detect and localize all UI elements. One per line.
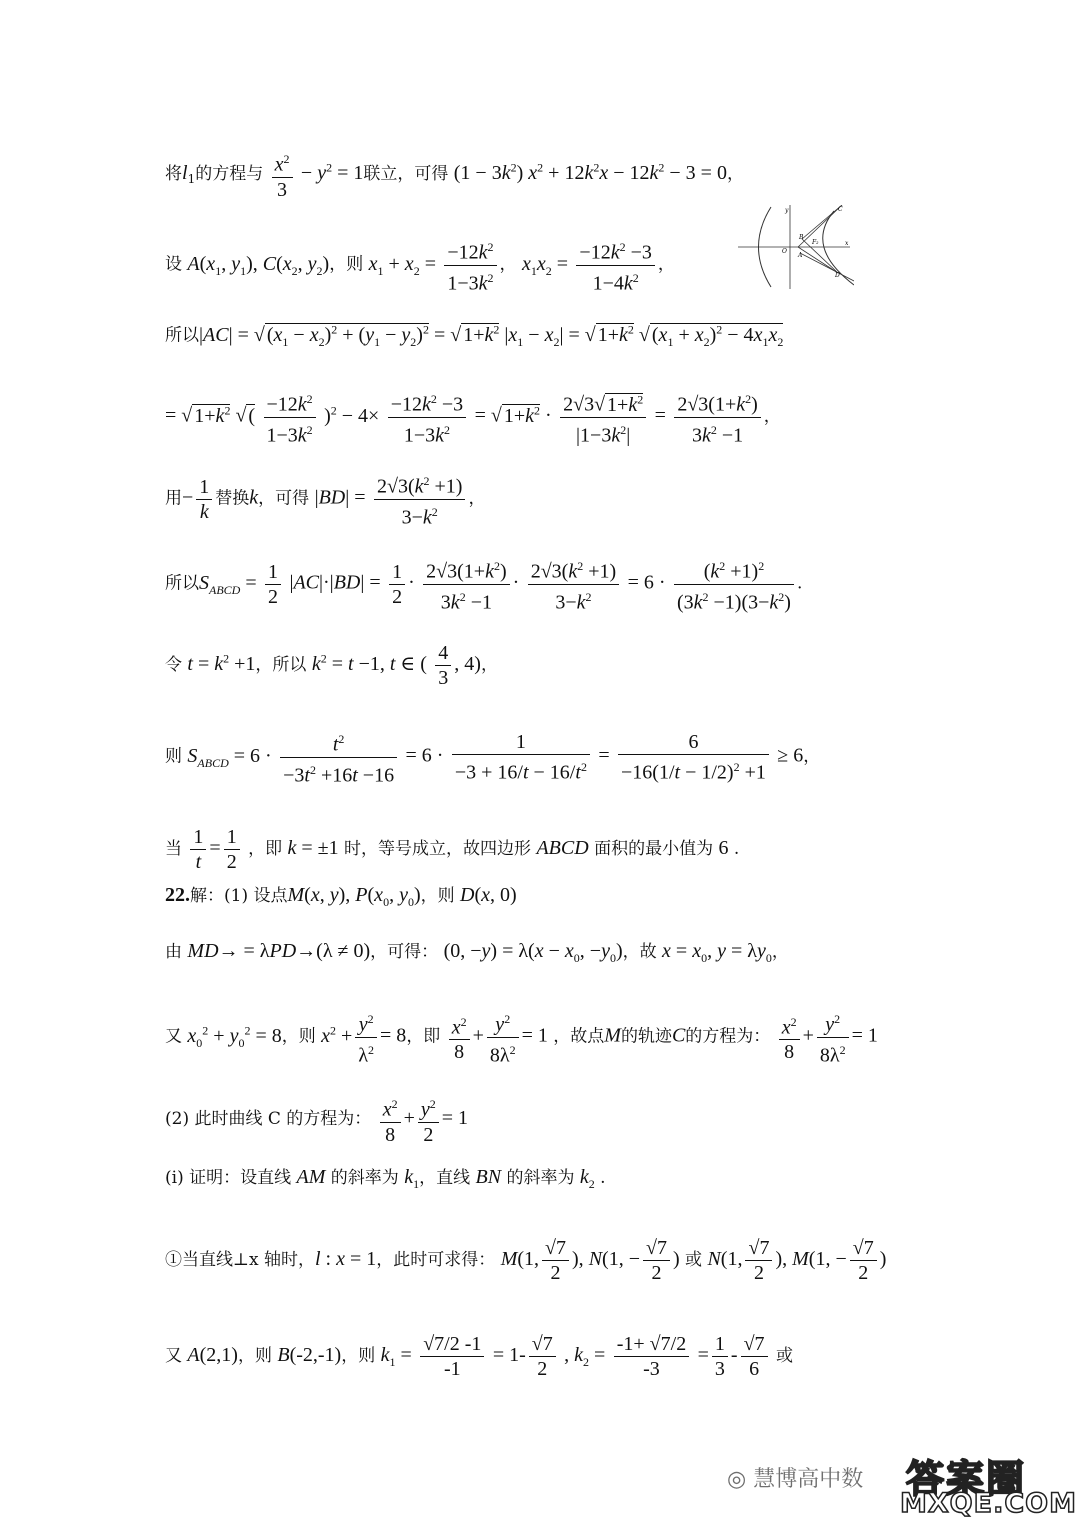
line-11: 由 MD→ = λPD→(λ ≠ 0)，可得： (0, $-y) = \lambda(x - x_0$, $-y_0$)，故 $x = x_0$, $y = \lambda y_0$， bbox=[165, 940, 789, 965]
line-9: 当 $\frac{1}{t}$ = $\frac{1}{2}$ ，即 k = ±1 时，等号成立，故四边形 ABCD 面积的最小值为 6 . bbox=[165, 826, 740, 873]
watermark-line-2: MXQE.COM bbox=[900, 1488, 1077, 1519]
line-3: 所以|AC| = √ $(x_1 - x_2)^2 + (y_1 - y_2)^2$ = √ $1+k^2$ $|x_1 - x_2|$ = √ $1+k^2$ √ $(x_1 + x_2)^2 - 4x_1x_2$ bbox=[165, 322, 784, 349]
line-16: 又 A(2,1)，则 B(-2,-1)，则 $k_1$ = $\frac{√7/2 -1}{-1}$ = 1- $\frac{√7}{2}$ , $k_2$ = $\frac{-1+ √7/2}{-3}$ = $\frac{1}{3}$ - $\frac{√7}{6}$ 或 bbox=[165, 1333, 793, 1380]
figure-label-d: D bbox=[835, 272, 840, 279]
figure-label-x: x bbox=[845, 240, 849, 247]
figure-label-o: O bbox=[782, 248, 787, 255]
line-10: 22.解：(1) 设点M(x, y), $P(x_0$, $y_0$)，则 D(x, 0) bbox=[165, 884, 517, 909]
figure-label-c: C bbox=[838, 206, 843, 213]
line-2: 设 $A(x_1$, $y_1$), $C(x_2$, $y_2$)，则 $x_1 + x_2$ = $\frac{-12k^2}{1-3k^2}$ ， $x_1x_2$ = $\frac{-12k^2 -3}{1-4k^2}$ ， bbox=[165, 236, 675, 294]
hyperbola-figure bbox=[738, 205, 854, 289]
figure-label-f2: F₂ bbox=[812, 239, 819, 246]
line-12: 又 $x_0^2 + y_0^2 = 8$，则 $x^2$ + $\frac{y^2}{\lambda^2}$ = 8，即 $\frac{x^2}{8}$ + $\frac{y^2}{8\lambda^2}$ = 1 ，故点M的轨迹C的方程为： $\frac{x^2}{8}$ + $\frac{y^2}{8\lambda^2}$ = 1 bbox=[165, 1008, 878, 1066]
line-7: 令 $t = k^2 +1$，所以 $k^2 = t -1$, t ∈ ( $\frac{4}{3}$ , 4)， bbox=[165, 642, 498, 689]
line-8: 则 $S_{ABCD} = 6$ · $\frac{t^2}{-3t^2 +16t -16}$ = 6 · $\frac{1}{-3 + 16/t - 16/t^2}$ = $\frac{6}{-16(1/t - 1/2)^2 +1}$ ≥ 6， bbox=[165, 728, 820, 786]
figure-label-y: y bbox=[785, 207, 789, 214]
wechat-icon: ◎ bbox=[727, 1467, 754, 1492]
watermark-line-1: 答案圈 bbox=[906, 1457, 1027, 1501]
figure-label-a: A bbox=[798, 252, 803, 259]
footer-source bbox=[727, 1462, 863, 1493]
footer-text: 慧博高中数 bbox=[753, 1467, 864, 1492]
line-13: (2) 此时曲线 C 的方程为： $\frac{x^2}{8}$ + $\frac{y^2}{2}$ = 1 bbox=[165, 1093, 468, 1146]
line-14: (i) 证明：设直线 AM 的斜率为 $k_1$，直线 BN 的斜率为 $k_2$ . bbox=[165, 1166, 606, 1191]
line-4: = √ $1+k^2$ √ ( $\frac{-12k^2}{1-3k^2}$ )$^2$ − 4× $\frac{-12k^2 -3}{1-3k^2}$ = √ $1+k^2$ · $\frac{2√3√ 1+k^2}{|1-3k^2|}$ = $\frac{2√3(1+k^2)}{3k^2 -1}$ ， bbox=[165, 388, 781, 446]
watermark-logo bbox=[898, 1448, 1077, 1520]
line-15: ①当直线⊥x 轴时，l : x = 1，此时可求得： M(1, $\frac{√7}{2}$ ), N(1, − $\frac{√7}{2}$ ) 或 N(1, $\frac{√7}{2}$ ), M(1, − $\frac{√7}{2}$ ) bbox=[165, 1237, 887, 1284]
figure-label-b: B bbox=[799, 234, 804, 241]
line-1: 将$l_1$的方程与 $\frac{x^2}{3}$ − $y^2 = 1$联立，可得 $(1 - 3k^2)$ $x^2 + 12k^2x - 12k^2 - 3 = 0$， bbox=[165, 148, 744, 201]
line-5: 用− $\frac{1}{k}$ 替换k，可得 |BD| = $\frac{2√3(k^2 +1)}{3-k^2}$ ， bbox=[165, 470, 485, 528]
line-6: 所以$S_{ABCD}$ = $\frac{1}{2}$ |AC|·|BD| = $\frac{1}{2}$ · $\frac{2√3(1+k^2)}{3k^2 -1}$ · $\frac{2√3(k^2 +1)}{3-k^2}$ = 6 · $\frac{(k^2 +1)^2}{(3k^2 -1)(3-k^2)}$ . bbox=[165, 555, 802, 613]
